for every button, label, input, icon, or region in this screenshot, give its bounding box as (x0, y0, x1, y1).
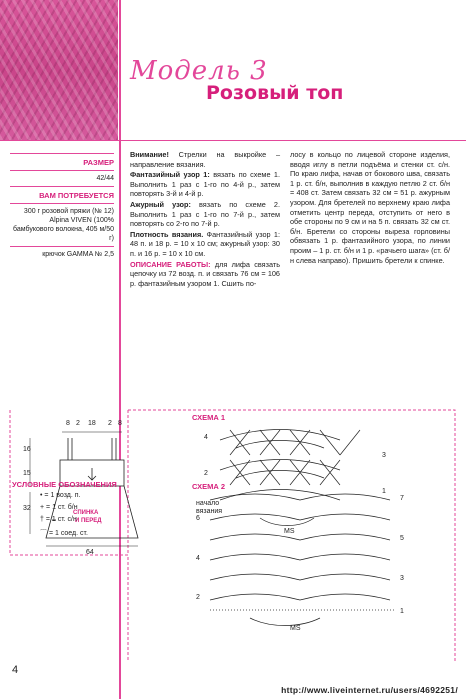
dim-top-4: 2 (108, 420, 112, 427)
rule (10, 153, 114, 154)
dim-top-2: 2 (76, 420, 80, 427)
scheme2-row-2: 2 (196, 594, 200, 601)
legend-item-dc: † = 1 ст. с/н (40, 516, 77, 523)
pattern1-lead: Фантазийный узор 1: (130, 170, 210, 180)
dim-32: 32 (23, 505, 31, 512)
svg-text:И ПЕРЕД: И ПЕРЕД (75, 518, 102, 524)
scheme2-row-3: 3 (400, 575, 404, 582)
openwork-text: вязать по схеме 2. Выполнить 1 раз с 1-го по 7-й р., затем повторять со 2-го по 7-й р. (130, 199, 280, 229)
paragraph-note (130, 150, 280, 169)
scheme2-row-1: 1 (400, 608, 404, 615)
legend-title: УСЛОВНЫЕ ОБОЗНАЧЕНИЯ (12, 480, 117, 489)
scheme2-row-6: 6 (196, 515, 200, 522)
dagger-icon: † (40, 516, 44, 523)
work-text: для лифа связать цепочку из 72 возд. п. и связать 76 см = 106 р. фантазийным узором 1. Сшить по- (130, 259, 280, 288)
page-title: Розовый топ (206, 82, 344, 104)
legend-item-chain: • = 1 возд. п. (40, 492, 81, 499)
scheme1-title: СХЕМА 1 (192, 413, 226, 422)
paragraph-pattern1 (130, 170, 280, 199)
page-number: 4 (12, 664, 19, 676)
arc-icon: ⌒ (40, 530, 47, 537)
openwork-lead: Ажурный узор: (130, 199, 191, 209)
rule (10, 186, 114, 187)
legend-item-slip: ⌒ = 1 соед. ст. (40, 530, 88, 537)
scheme2-chart (210, 494, 395, 626)
divider-horizontal (0, 140, 466, 141)
scheme1-row-1: 1 (382, 488, 386, 495)
note-text: Стрелки на выкройке – направление вязания. (130, 150, 280, 169)
dot-icon: • (40, 492, 43, 499)
scheme2-row-4: 4 (196, 555, 200, 562)
dim-top-3: 18 (88, 420, 96, 427)
gauge-text: Фантазийный узор 1: 48 п. и 18 р. = 10 х 10 см; ажурный узор: 30 п. и 16 р. = 10 х 10 см. (130, 229, 280, 258)
materials-heading: ВАМ ПОТРЕБУЕТСЯ (39, 191, 114, 200)
scheme1-chart (216, 422, 376, 526)
source-url: http://www.liveinternet.ru/users/4692251/ (281, 685, 458, 695)
paragraph-openwork (130, 200, 280, 229)
pattern1-text: вязать по схеме 1. Выполнить 1 раз с 1-го по 4-й р., затем повторять 3-й и 4-й р. (130, 170, 280, 199)
instructions-column-1 (130, 150, 280, 289)
legend-item-sc: + = 1 ст. б/н (40, 504, 78, 511)
yarn-swatch-photo (0, 0, 118, 140)
dim-64: 64 (86, 549, 94, 556)
hook-text: крючок GAMMA № 2,5 (42, 251, 114, 258)
size-value: 42/44 (96, 175, 114, 182)
scheme2-title: СХЕМА 2 (192, 482, 226, 491)
materials-column (10, 150, 114, 259)
note-lead: Внимание! (130, 150, 169, 159)
scheme1-row-2: 2 (204, 470, 208, 477)
paragraph-work (130, 260, 280, 289)
dim-top-1: 8 (66, 420, 70, 427)
dim-top-5: 8 (118, 420, 122, 427)
scheme1-start: начало вязания (196, 500, 223, 515)
rule (10, 170, 114, 171)
size-heading: РАЗМЕР (83, 158, 114, 167)
scheme2-ms: MS (290, 625, 301, 632)
yarn-text: 300 г розовой пряжи (№ 12) Alpina VIVEN (100% бамбукового волокна, 405 м/50 г) (13, 208, 114, 242)
rule (10, 246, 114, 247)
work-continued: лосу в кольцо по лицевой стороне изделия, вводя иглу в петли подъёма и стенки ст. с/н. По краю лифа, начав от бокового шва, связать 1 р. ст. б/н, выполнив в каждую петлю 2 ст. б/н = 408 ст. Затем связать 32 см = 51 р. ажурным узором. Для бретелей по верхнему краю лифа отметить центр переда, отступить от него в обе стороны по 9 см и на 5 п. связать 32 см ст. б/н. Бретели со стороны выреза горловины обвязать 1 р. фантазийного узора, по линии проим – 1 р. ст. б/н и 1 р. «рачьего шага» (ст. б/н слева направо). Пришить бретели к спинке. (290, 150, 450, 265)
gauge-lead: Плотность вязания. (130, 229, 204, 239)
rule (10, 203, 114, 204)
svg-text:СПИНКА: СПИНКА (73, 510, 99, 516)
instructions-column-2 (290, 150, 450, 266)
scheme2-row-7: 7 (400, 495, 404, 502)
paragraph-gauge (130, 230, 280, 259)
scheme2-row-5: 5 (400, 535, 404, 542)
dim-15: 15 (23, 470, 31, 477)
plus-icon: + (40, 504, 45, 511)
scheme1-row-3: 3 (382, 452, 386, 459)
model-label: Модель 3 (130, 56, 268, 86)
scheme1-ms: MS (284, 528, 295, 535)
work-lead: ОПИСАНИЕ РАБОТЫ: (130, 259, 211, 269)
dim-16: 16 (23, 446, 31, 453)
scheme1-row-4: 4 (204, 434, 208, 441)
